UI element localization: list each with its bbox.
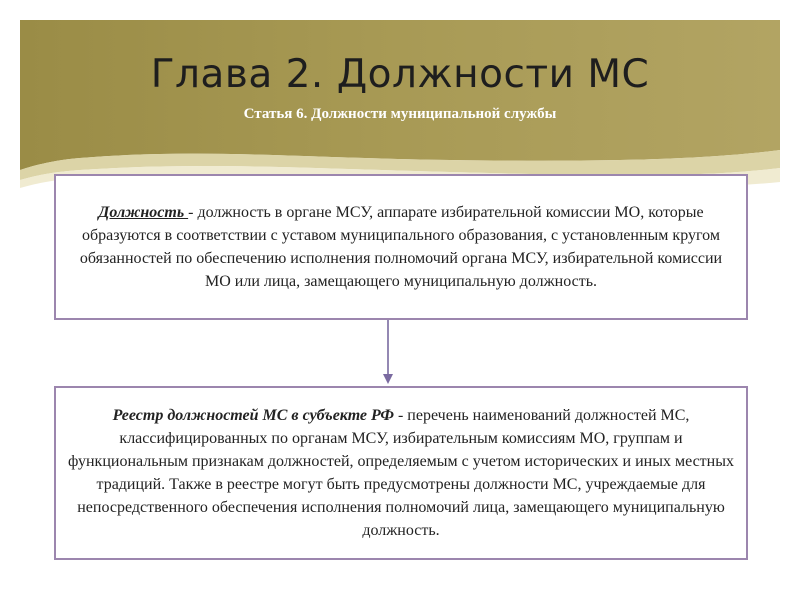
definition-text: должность в органе МСУ, аппарате избирательной комиссии МО, которые образуются в соответствии с уставом муниципального образования, с установленным кругом обязанностей по обеспечению исполнения полномочий органа МСУ, избирательной комиссии МО или лица, замещающего муниципальную должность. <box>79 204 723 290</box>
slide-subtitle: Статья 6. Должности муниципальной службы <box>243 106 557 122</box>
down-arrow-icon <box>378 320 398 386</box>
header-band <box>0 0 800 200</box>
registry-term: Реестр должностей МС в субъекте РФ <box>112 407 394 424</box>
definition-dash: - <box>188 204 198 221</box>
registry-text: - перечень наименований должностей МС, классифицированных по органам МСУ, избирательным комиссиям МО, группам и функциональным признакам должностей, определяемым с учетом исторических и иных местных традиций. Также в реестре могут быть предусмотрены должности МС, учреждаемые для непосредственного обеспечения исполнения полномочий лица, замещающего муниципальную должность. <box>68 407 734 539</box>
definition-term: Должность <box>98 204 189 221</box>
definition-box <box>54 174 748 320</box>
slide-title: Глава 2. Должности МС <box>150 52 650 97</box>
definition-paragraph <box>70 201 732 293</box>
registry-paragraph <box>66 404 736 542</box>
registry-box <box>54 386 748 560</box>
